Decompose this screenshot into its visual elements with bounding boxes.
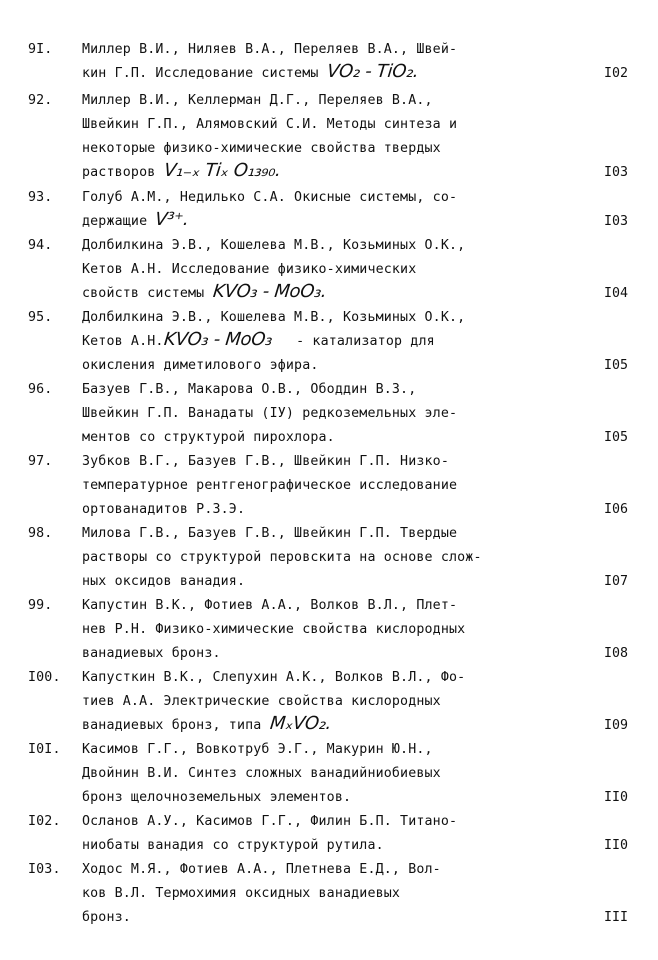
entry-line xyxy=(28,738,628,762)
entry-text: Швейкин Г.П., Алямовский С.И. Методы синтеза и xyxy=(82,116,458,132)
entry-text: Двойнин В.И. Синтез сложных ванадийниобиевых xyxy=(82,765,441,781)
entry-number: 99. xyxy=(28,598,53,613)
entry-text: ков В.Л. Термохимия оксидных ванадиевых xyxy=(82,885,401,901)
entry-text: ных оксидов ванадия. xyxy=(82,573,246,589)
entry-number: I03. xyxy=(28,862,61,877)
page-number: I03 xyxy=(603,164,628,180)
entry-text: Капусткин В.К., Слепухин А.К., Волков В.Л., Фо- xyxy=(82,670,466,685)
entry-line xyxy=(28,762,628,786)
entry-line xyxy=(28,594,628,618)
entry-text: Миллер В.И., Келлерман Д.Г., Переляев В.А., xyxy=(82,93,433,108)
entry-line xyxy=(28,354,628,378)
entry-line xyxy=(28,714,628,738)
entry-text: ванадиевых бронз, типа xyxy=(82,717,270,733)
reference-entry xyxy=(28,594,628,666)
entry-text: нев Р.Н. Физико-химические свойства кислородных xyxy=(82,621,466,637)
reference-entry xyxy=(28,234,628,306)
entry-line xyxy=(28,834,628,858)
entry-line xyxy=(28,186,628,210)
entry-text: Миллер В.И., Ниляев В.А., Переляев В.А., Швей- xyxy=(82,42,458,57)
reference-entry xyxy=(28,306,628,378)
entry-line xyxy=(28,642,628,666)
entry-text: Долбилкина Э.В., Кошелева М.В., Козьминых О.К., xyxy=(82,238,466,253)
page-number: I09 xyxy=(603,717,628,733)
entry-text: Ходос М.Я., Фотиев А.А., Плетнева Е.Д., Вол- xyxy=(82,862,441,877)
handwritten-formula: VO₂ - TiO₂. xyxy=(325,60,420,82)
entry-text: ментов со структурой пирохлора. xyxy=(82,429,335,445)
page-number: I04 xyxy=(603,285,628,301)
page-number: II0 xyxy=(603,837,628,853)
entry-text: растворы со структурой перовскита на основе слож- xyxy=(82,549,482,565)
reference-entry xyxy=(28,738,628,810)
page-number: II0 xyxy=(603,789,628,805)
entry-number: I00. xyxy=(28,670,61,685)
entry-line xyxy=(28,618,628,642)
entry-number: 94. xyxy=(28,238,53,253)
reference-entry xyxy=(28,858,628,930)
entry-number: 93. xyxy=(28,190,53,205)
entry-text: Швейкин Г.П. Ванадаты (IУ) редкоземельных эле- xyxy=(82,405,458,421)
entry-text: Базуев Г.В., Макарова О.В., Ободдин В.З., xyxy=(82,382,417,397)
entry-text: Милова Г.В., Базуев Г.В., Швейкин Г.П. Твердые xyxy=(82,526,458,541)
page-number: I02 xyxy=(603,65,628,81)
entry-number: 9I. xyxy=(28,42,53,57)
handwritten-formula: KVO₃ - MoO₃ xyxy=(162,328,273,350)
entry-number: I0I. xyxy=(28,742,61,757)
entry-text: Кетов А.Н. Исследование физико-химических xyxy=(82,261,417,277)
entry-number: I02. xyxy=(28,814,61,829)
entry-line xyxy=(28,62,628,86)
reference-entry xyxy=(28,810,628,858)
entry-text: Осланов А.У., Касимов Г.Г., Филин Б.П. Титано- xyxy=(82,814,458,829)
entry-line xyxy=(28,690,628,714)
entry-text: свойств системы xyxy=(82,285,213,301)
entry-text: Капустин В.К., Фотиев А.А., Волков В.Л., Плет- xyxy=(82,598,458,613)
entry-line xyxy=(28,137,628,161)
entry-line xyxy=(28,906,628,930)
entry-line xyxy=(28,450,628,474)
entry-line xyxy=(28,113,628,137)
entry-line xyxy=(28,402,628,426)
reference-entry xyxy=(28,378,628,450)
handwritten-formula: V₁₋ₓ Tiₓ O₁₃₉₀. xyxy=(162,159,282,181)
page-number: I07 xyxy=(603,573,628,589)
entry-line xyxy=(28,882,628,906)
entry-line xyxy=(28,161,628,185)
entry-text: температурное рентгенографическое исследование xyxy=(82,477,458,493)
entry-line xyxy=(28,234,628,258)
entry-line xyxy=(28,474,628,498)
entry-text: окисления диметилового эфира. xyxy=(82,357,319,373)
entry-text: бронз. xyxy=(82,909,131,925)
handwritten-formula: MₓVO₂. xyxy=(268,712,332,734)
entry-text: ортованадитов Р.З.Э. xyxy=(82,501,246,517)
entry-text: держащие xyxy=(82,213,156,229)
entry-text-after-formula: - катализатор для xyxy=(271,333,435,349)
reference-entry xyxy=(28,186,628,234)
reference-entry xyxy=(28,89,628,185)
entry-line xyxy=(28,522,628,546)
entry-number: 97. xyxy=(28,454,53,469)
entry-text: растворов xyxy=(82,164,164,180)
reference-entry xyxy=(28,522,628,594)
entry-number: 92. xyxy=(28,93,53,108)
reference-entry xyxy=(28,666,628,738)
entry-number: 96. xyxy=(28,382,53,397)
entry-number: 95. xyxy=(28,310,53,325)
entry-line xyxy=(28,306,628,330)
entry-text: Голуб А.М., Недилько С.А. Окисные системы, со- xyxy=(82,190,458,205)
entry-text: бронз щелочноземельных элементов. xyxy=(82,789,352,805)
entry-line xyxy=(28,786,628,810)
page-number: III xyxy=(603,909,628,925)
entry-text: Кетов А.Н. xyxy=(82,333,164,349)
entry-line xyxy=(28,426,628,450)
entry-line xyxy=(28,498,628,522)
entry-line xyxy=(28,546,628,570)
entry-line xyxy=(28,38,628,62)
entry-line xyxy=(28,258,628,282)
entry-text: Касимов Г.Г., Вовкотруб Э.Г., Макурин Ю.Н., xyxy=(82,742,433,757)
entry-line xyxy=(28,570,628,594)
handwritten-formula: V³⁺. xyxy=(154,208,191,230)
entry-text: Зубков В.Г., Базуев Г.В., Швейкин Г.П. Низко- xyxy=(82,454,449,469)
entry-line xyxy=(28,282,628,306)
entry-text: ниобаты ванадия со структурой рутила. xyxy=(82,837,384,853)
page-number: I03 xyxy=(603,213,628,229)
page-number: I05 xyxy=(603,429,628,445)
entry-line xyxy=(28,666,628,690)
page-number: I06 xyxy=(603,501,628,517)
reference-entry xyxy=(28,38,628,86)
entry-number: 98. xyxy=(28,526,53,541)
page-number: I05 xyxy=(603,357,628,373)
entry-line xyxy=(28,330,628,354)
entry-line xyxy=(28,210,628,234)
entry-text: Долбилкина Э.В., Кошелева М.В., Козьминых О.К., xyxy=(82,310,466,325)
entry-text: некоторые физико-химические свойства твердых xyxy=(82,140,441,156)
entry-line xyxy=(28,378,628,402)
entry-text: кин Г.П. Исследование системы xyxy=(82,65,327,81)
entry-text: тиев А.А. Электрические свойства кислородных xyxy=(82,693,441,709)
entry-line xyxy=(28,89,628,113)
entry-text: ванадиевых бронз. xyxy=(82,645,221,661)
entry-line xyxy=(28,810,628,834)
handwritten-formula: KVO₃ - MoO₃. xyxy=(211,280,328,302)
reference-entry xyxy=(28,450,628,522)
entry-line xyxy=(28,858,628,882)
page-number: I08 xyxy=(603,645,628,661)
